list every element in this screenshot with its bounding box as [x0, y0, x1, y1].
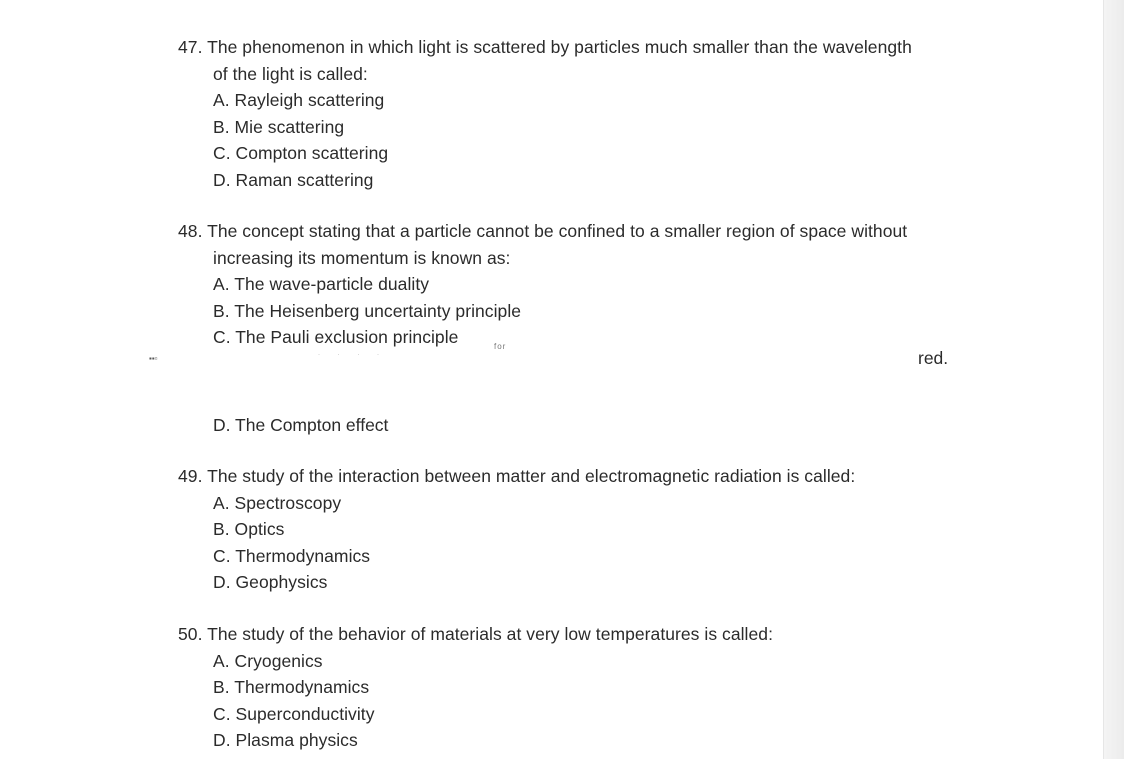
- option-b: B. Optics: [213, 519, 285, 539]
- question-47: [178, 34, 912, 193]
- cutoff-dots: · · · ·: [318, 352, 387, 358]
- option-d: D. Raman scattering: [213, 169, 374, 190]
- question-49: [178, 463, 855, 596]
- option-c: C. Superconductivity: [213, 703, 375, 724]
- option-b: B. Mie scattering: [213, 116, 345, 137]
- cutoff-text-mid: for: [494, 342, 507, 351]
- option-d: D. Plasma physics: [213, 730, 358, 750]
- option-a: A. Cryogenics: [213, 650, 323, 671]
- question-stem-continued: of the light is called:: [213, 63, 368, 84]
- option-d: D. The Compton effect: [213, 415, 389, 435]
- cutoff-mark: ▪▪▫: [149, 354, 158, 363]
- option-a: A. Spectroscopy: [213, 492, 342, 513]
- option-c: C. Compton scattering: [213, 143, 389, 163]
- page-edge: [1103, 0, 1124, 759]
- option-c: C. Thermodynamics: [213, 545, 371, 566]
- question-stem: 50. The study of the behavior of materials at very low temperatures is called:: [178, 624, 773, 644]
- question-48: [178, 218, 907, 351]
- question-50: [178, 621, 773, 754]
- question-stem: 49. The study of the interaction between matter and electromagnetic radiation is called:: [178, 466, 856, 486]
- option-a: A. The wave-particle duality: [213, 274, 430, 294]
- option-c: C. The Pauli exclusion principle: [213, 327, 459, 347]
- option-b: B. The Heisenberg uncertainty principle: [213, 300, 522, 321]
- cutoff-text-right: red.: [918, 348, 949, 368]
- question-stem: 47. The phenomenon in which light is scattered by particles much smaller than the wavelength: [178, 37, 912, 57]
- question-stem-continued: increasing its momentum is known as:: [213, 247, 511, 268]
- option-a: A. Rayleigh scattering: [213, 90, 385, 110]
- question-stem: 48. The concept stating that a particle cannot be confined to a smaller region of space without: [178, 221, 908, 241]
- option-d: D. Geophysics: [213, 572, 328, 592]
- option-b: B. Thermodynamics: [213, 677, 370, 697]
